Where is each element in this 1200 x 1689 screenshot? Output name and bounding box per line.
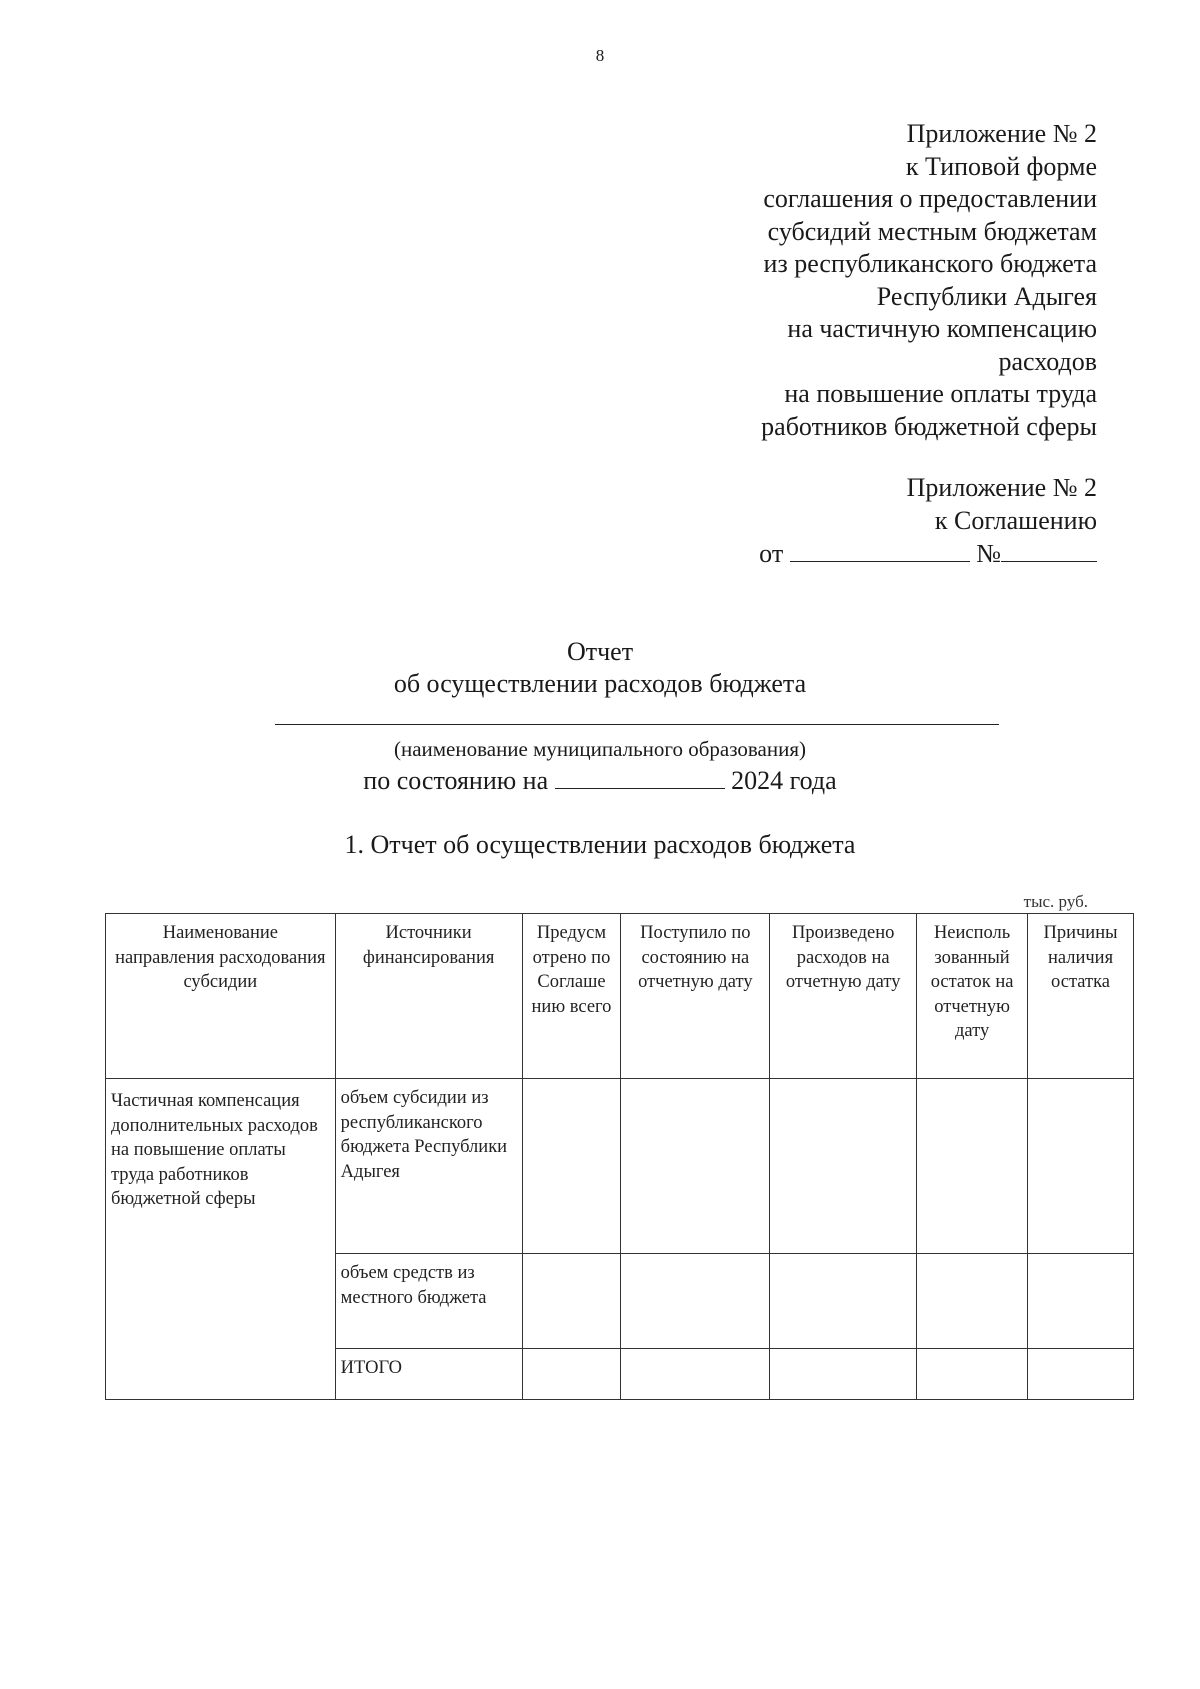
section-title: 1. Отчет об осуществлении расходов бюджета <box>344 830 856 859</box>
value-cell[interactable] <box>917 1079 1028 1254</box>
appendix-line: на частичную компенсацию <box>787 314 1097 343</box>
appendix-line: расходов <box>998 346 1097 376</box>
report-date-blank[interactable] <box>555 764 725 789</box>
appendix-line: Приложение № 2 <box>906 119 1097 148</box>
appendix-line: работников бюджетной сферы <box>761 411 1097 441</box>
units-label: тыс. руб. <box>1023 892 1088 911</box>
value-cell[interactable] <box>621 1079 770 1254</box>
appendix-line: на повышение оплаты труда <box>784 379 1097 408</box>
table-header-cell: Неисполь зованный остаток на отчетную дату <box>917 914 1028 1079</box>
table-header-row <box>106 914 1134 1079</box>
value-cell[interactable] <box>522 1349 621 1400</box>
value-cell[interactable] <box>621 1349 770 1400</box>
value-cell[interactable] <box>1028 1254 1134 1349</box>
from-label: от <box>759 539 784 568</box>
appendix-agreement-block <box>759 472 1097 571</box>
agreement-date-blank[interactable] <box>790 537 970 562</box>
expense-report-table <box>105 913 1134 1400</box>
appendix-line: к Типовой форме <box>905 151 1097 181</box>
source-cell: объем средств из местного бюджета <box>335 1254 522 1349</box>
table-header-cell: Произведено расходов на отчетную дату <box>770 914 917 1079</box>
value-cell[interactable] <box>770 1079 917 1254</box>
value-cell[interactable] <box>1028 1349 1134 1400</box>
table-header-cell: Наименование направления расходования субсидии <box>106 914 336 1079</box>
table-row <box>106 1079 1134 1254</box>
report-title: Отчет <box>566 637 634 666</box>
total-cell: ИТОГО <box>335 1349 522 1400</box>
value-cell[interactable] <box>1028 1079 1134 1254</box>
appendix-line: субсидий местным бюджетам <box>767 216 1097 246</box>
report-title-block <box>0 636 1200 700</box>
table-header-cell: Причины наличия остатка <box>1028 914 1134 1079</box>
table-header-cell: Источники финансирования <box>335 914 522 1079</box>
value-cell[interactable] <box>917 1349 1028 1400</box>
agreement-date-number-line <box>759 537 1097 571</box>
value-cell[interactable] <box>522 1254 621 1349</box>
value-cell[interactable] <box>621 1254 770 1349</box>
appendix-line: соглашения о предоставлении <box>763 184 1097 213</box>
municipality-name-caption: (наименование муниципального образования) <box>393 737 807 761</box>
agreement-number-blank[interactable] <box>1001 537 1097 562</box>
page-number: 8 <box>595 46 605 65</box>
appendix-agreement-line: к Соглашению <box>934 505 1097 535</box>
direction-cell: Частичная компенсация дополнительных расходов на повышение оплаты труда работников бюджетной сферы <box>106 1079 336 1400</box>
report-subtitle: об осуществлении расходов бюджета <box>393 669 807 698</box>
value-cell[interactable] <box>770 1254 917 1349</box>
number-label: № <box>976 539 1001 568</box>
value-cell[interactable] <box>770 1349 917 1400</box>
appendix-agreement-line: Приложение № 2 <box>906 473 1097 502</box>
table-header-cell: Предусм отрено по Соглаше нию всего <box>522 914 621 1079</box>
table-header-cell: Поступило по состоянию на отчетную дату <box>621 914 770 1079</box>
report-date-line <box>0 764 1200 796</box>
value-cell[interactable] <box>917 1254 1028 1349</box>
municipality-name-blank[interactable] <box>275 724 999 725</box>
appendix-line: из республиканского бюджета <box>763 249 1097 278</box>
date-prefix: по состоянию на <box>363 766 549 795</box>
source-cell: объем субсидии из республиканского бюджета Республики Адыгея <box>335 1079 522 1254</box>
date-suffix: 2024 года <box>731 766 837 795</box>
appendix-form-block <box>761 118 1097 443</box>
value-cell[interactable] <box>522 1079 621 1254</box>
appendix-line: Республики Адыгея <box>876 281 1097 311</box>
